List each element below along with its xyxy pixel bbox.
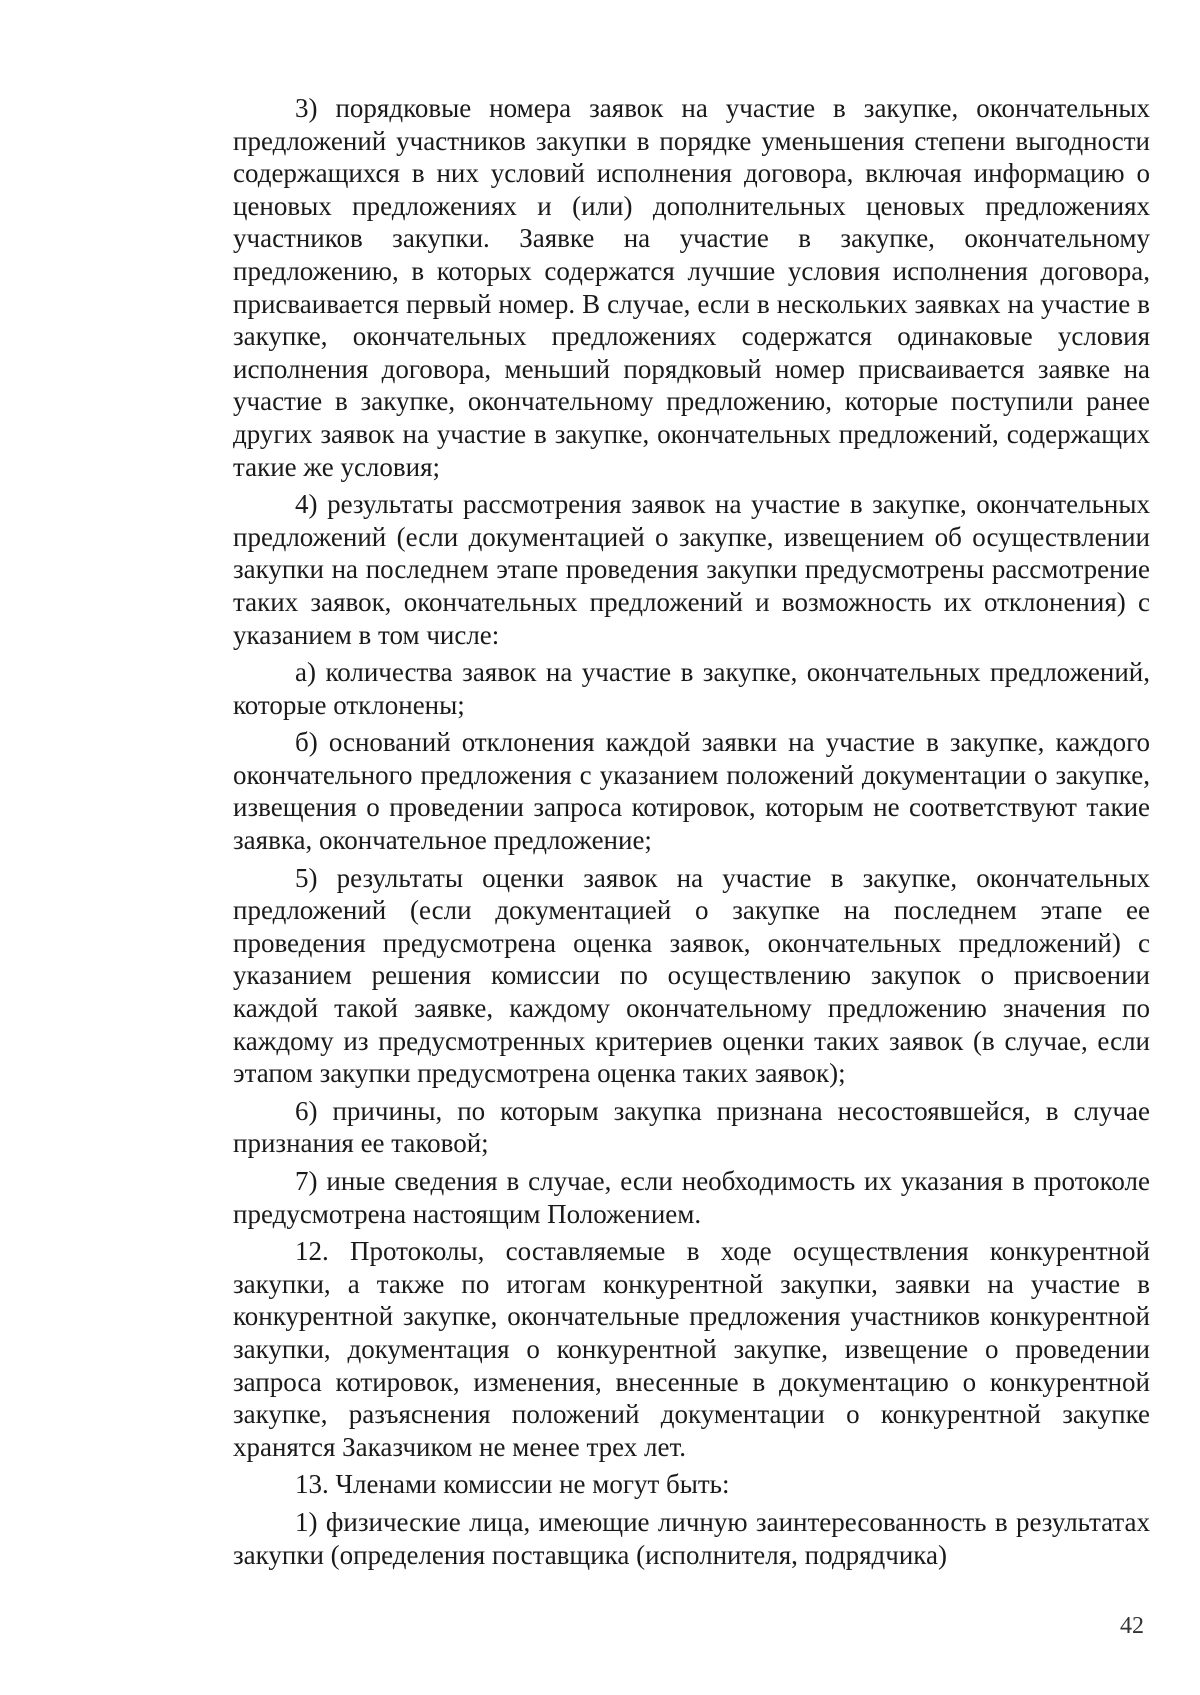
paragraph-section-13-commission-members: 13. Членами комиссии не могут быть:	[295, 1469, 730, 1500]
paragraph-section-12-protocol-storage: 12. Протоколы, составляемые в ходе осуществления конкурентной закупки, а также по итогам конкурентной закупки, заявки на участие в конкурентной закупке, окончательные предложения участников конкурентной закупки, документация о конкурентной закупке, извещение о проведении запроса котировок, изменения, внесенные в документацию о конкурентной закупке, разъяснения положений документации о конкурентной закупке хранятся Заказчиком не менее трех лет.	[233, 1236, 1150, 1462]
paragraph-item-3-order-numbers: 3) порядковые номера заявок на участие в закупке, окончательных предложений участников закупки в порядке уменьшения степени выгодности содержащихся в них условий исполнения договора, включая информацию о ценовых предложениях и (или) дополнительных ценовых предложениях участников закупки. Заявке на участие в закупке, окончательному предложению, в которых содержатся лучшие условия исполнения договора, присваивается первый номер. В случае, если в нескольких заявках на участие в закупке, окончательных предложениях содержатся одинаковые условия исполнения договора, меньший порядковый номер присваивается заявке на участие в закупке, окончательному предложению, которые поступили ранее других заявок на участие в закупке, окончательных предложений, содержащих такие же условия;	[233, 93, 1150, 482]
page-number: 42	[1120, 1613, 1144, 1639]
paragraph-item-7-other-info: 7) иные сведения в случае, если необходимость их указания в протоколе предусмотрена настоящим Положением.	[233, 1166, 1150, 1229]
document-body	[233, 92, 1150, 1571]
paragraph-item-5-evaluation-results: 5) результаты оценки заявок на участие в закупке, окончательных предложений (если документацией о закупке на последнем этапе ее проведения предусмотрена оценка заявок, окончательных предложений) с указанием решения комиссии по осуществлению закупок о присвоении каждой такой заявке, каждому окончательному предложению значения по каждому из предусмотренных критериев оценки таких заявок (в случае, если этапом закупки предусмотрена оценка таких заявок);	[233, 862, 1150, 1089]
paragraph-item-4-review-results: 4) результаты рассмотрения заявок на участие в закупке, окончательных предложений (если документацией о закупке, извещением об осуществлении закупки на последнем этапе проведения закупки предусмотрены рассмотрение таких заявок, окончательных предложений и возможность их отклонения) с указанием в том числе:	[233, 489, 1150, 650]
paragraph-subitem-a-rejected-count: а) количества заявок на участие в закупке, окончательных предложений, которые отклонены;	[233, 657, 1150, 720]
paragraph-subitem-b-rejection-grounds: б) оснований отклонения каждой заявки на участие в закупке, каждого окончательного предложения с указанием положений документации о закупке, извещения о проведении запроса котировок, которым не соответствуют такие заявка, окончательное предложение;	[233, 727, 1150, 856]
paragraph-item-6-failure-reasons: 6) причины, по которым закупка признана несостоявшейся, в случае признания ее таковой;	[233, 1095, 1150, 1159]
paragraph-item-1-interested-persons: 1) физические лица, имеющие личную заинтересованность в результатах закупки (определения поставщика (исполнителя, подрядчика)	[233, 1506, 1150, 1570]
